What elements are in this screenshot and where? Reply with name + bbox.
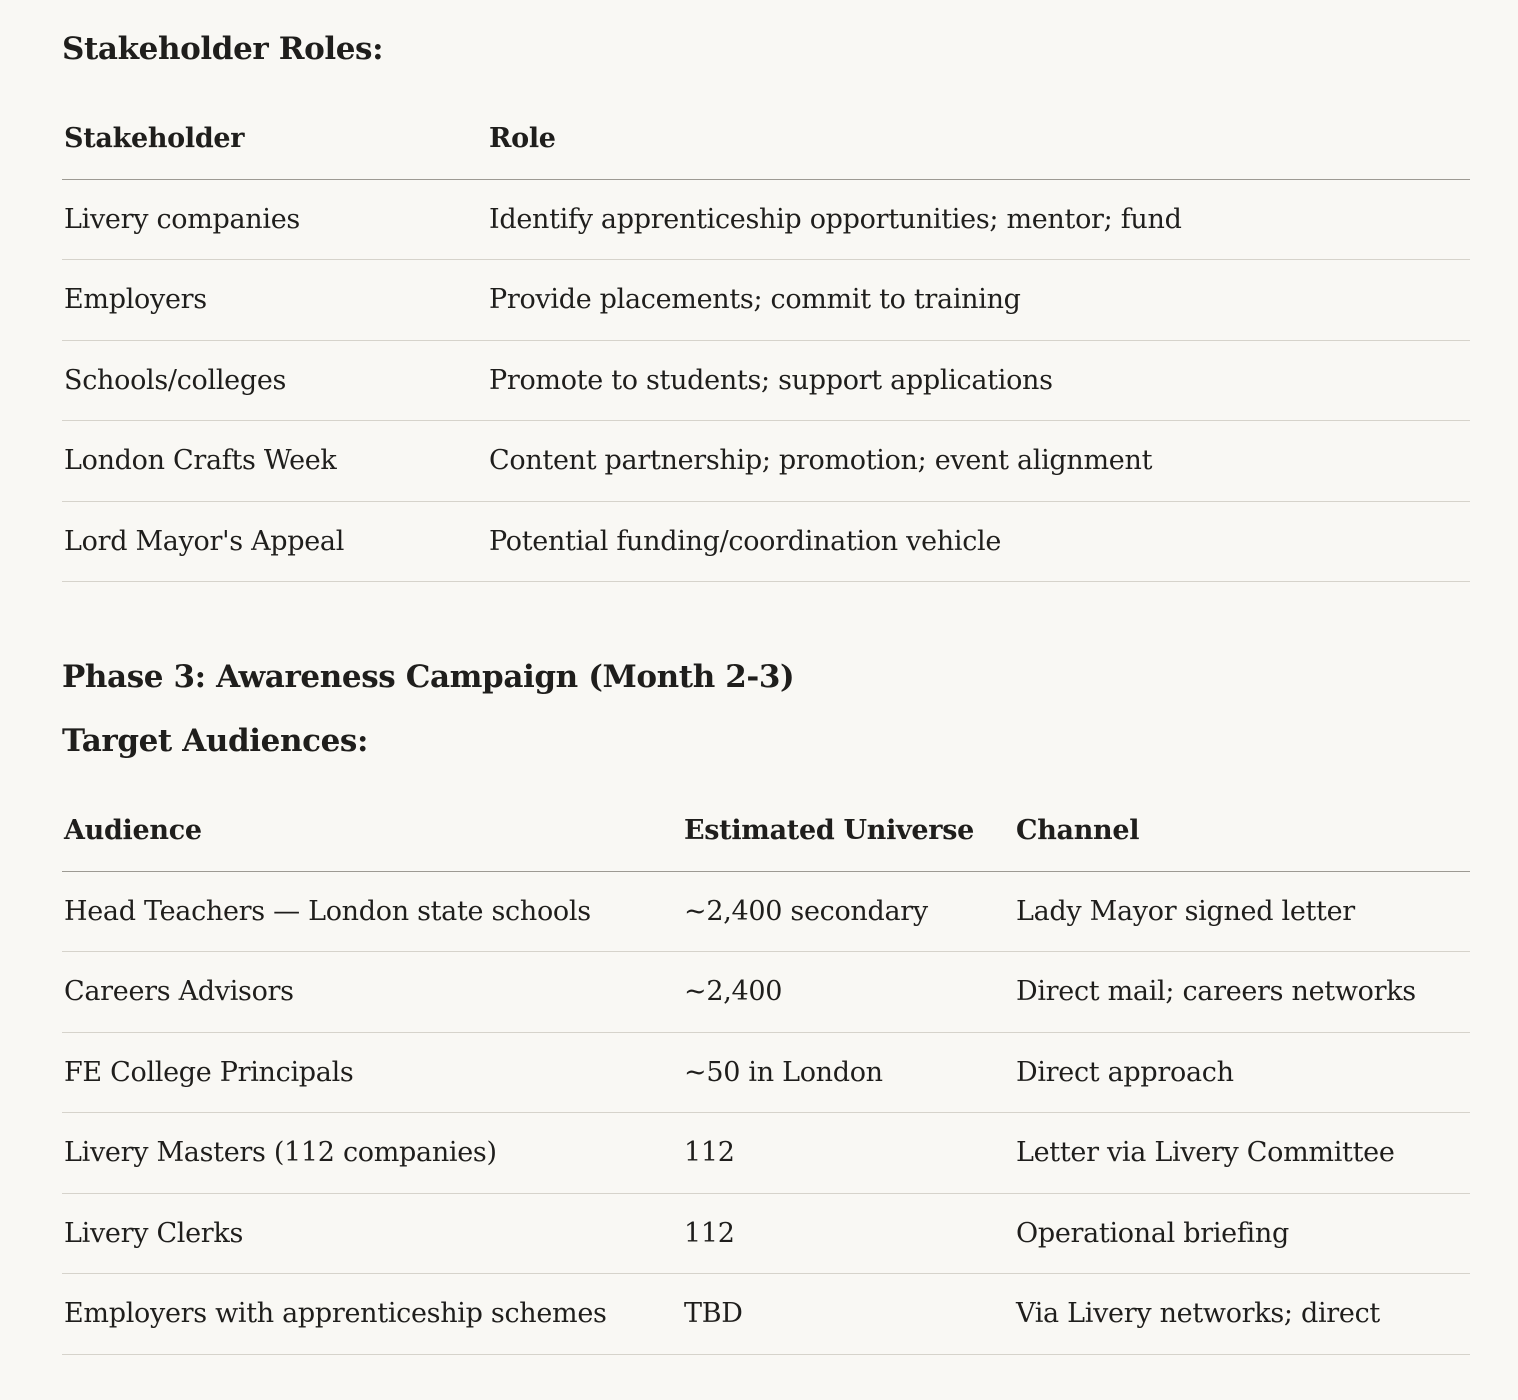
- stakeholder-roles-table: [62, 96, 1470, 582]
- stakeholder-cell: Employers: [62, 260, 487, 341]
- channel-cell: Via Livery networks; direct: [1014, 1274, 1470, 1355]
- stakeholder-cell: Schools/colleges: [62, 340, 487, 421]
- table-header-row: [62, 96, 1470, 179]
- phase-3-heading: Phase 3: Awareness Campaign (Month 2-3): [62, 659, 795, 695]
- universe-cell: ~50 in London: [682, 1032, 1014, 1113]
- universe-cell: ~2,400: [682, 952, 1014, 1033]
- audience-cell: FE College Principals: [62, 1032, 682, 1113]
- role-cell: Identify apprenticeship opportunities; mentor; fund: [487, 179, 1470, 260]
- target-audiences-heading: Target Audiences:: [62, 723, 369, 759]
- stakeholder-cell: Livery companies: [62, 179, 487, 260]
- table-row: [62, 421, 1470, 502]
- column-header-role: Role: [487, 96, 1470, 179]
- audience-cell: Careers Advisors: [62, 952, 682, 1033]
- column-header-audience: Audience: [62, 788, 682, 871]
- channel-cell: Lady Mayor signed letter: [1014, 871, 1470, 952]
- column-header-stakeholder: Stakeholder: [62, 96, 487, 179]
- table-row: [62, 1193, 1470, 1274]
- table-row: [62, 1274, 1470, 1355]
- table-row: [62, 179, 1470, 260]
- role-cell: Promote to students; support applications: [487, 340, 1470, 421]
- stakeholder-cell: London Crafts Week: [62, 421, 487, 502]
- universe-cell: TBD: [682, 1274, 1014, 1355]
- audience-cell: Employers with apprenticeship schemes: [62, 1274, 682, 1355]
- audience-cell: Livery Masters (112 companies): [62, 1113, 682, 1194]
- table-header-row: [62, 788, 1470, 871]
- table-row: [62, 952, 1470, 1033]
- table-row: [62, 871, 1470, 952]
- universe-cell: 112: [682, 1193, 1014, 1274]
- audience-cell: Head Teachers — London state schools: [62, 871, 682, 952]
- stakeholder-roles-heading: Stakeholder Roles:: [62, 31, 384, 67]
- channel-cell: Direct approach: [1014, 1032, 1470, 1113]
- target-audiences-table: [62, 788, 1470, 1355]
- channel-cell: Letter via Livery Committee: [1014, 1113, 1470, 1194]
- role-cell: Content partnership; promotion; event alignment: [487, 421, 1470, 502]
- table-row: [62, 1113, 1470, 1194]
- audience-cell: Livery Clerks: [62, 1193, 682, 1274]
- channel-cell: Direct mail; careers networks: [1014, 952, 1470, 1033]
- universe-cell: ~2,400 secondary: [682, 871, 1014, 952]
- channel-cell: Operational briefing: [1014, 1193, 1470, 1274]
- column-header-estimated-universe: Estimated Universe: [682, 788, 1014, 871]
- universe-cell: 112: [682, 1113, 1014, 1194]
- column-header-channel: Channel: [1014, 788, 1470, 871]
- table-row: [62, 260, 1470, 341]
- role-cell: Potential funding/coordination vehicle: [487, 501, 1470, 582]
- table-row: [62, 501, 1470, 582]
- table-row: [62, 340, 1470, 421]
- role-cell: Provide placements; commit to training: [487, 260, 1470, 341]
- stakeholder-cell: Lord Mayor's Appeal: [62, 501, 487, 582]
- table-row: [62, 1032, 1470, 1113]
